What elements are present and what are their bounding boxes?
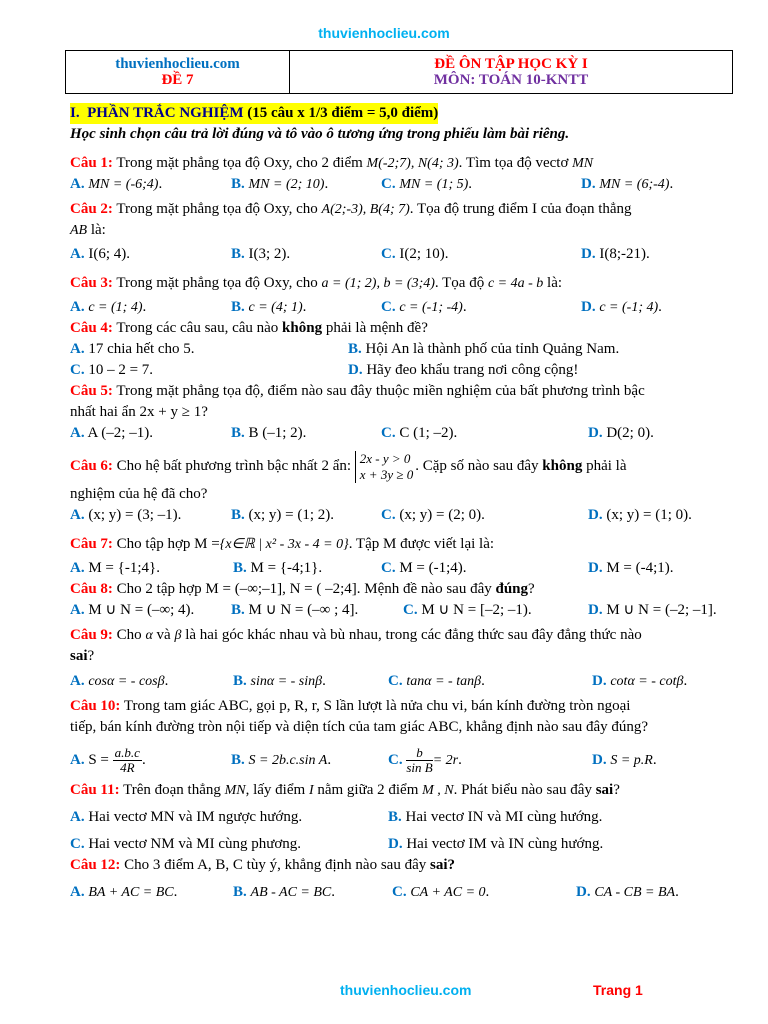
question-3-stem: Câu 3: Trong mặt phẳng tọa độ Oxy, cho a = (1; 2), b = (3;4). Tọa độ c = 4a - b là: [70, 275, 563, 291]
question-11-stem: Câu 11: Trên đoạn thẳng MN, lấy điểm I nằm giữa 2 điểm M , N. Phát biểu nào sau đây sai? [70, 782, 620, 798]
section-detail: (15 câu x 1/3 điểm = 5,0 điểm) [247, 105, 439, 121]
question-10-stem: Câu 10: Trong tam giác ABC, gọi p, R, r, S lần lượt là nửa chu vi, bán kính đường tròn ngoại [70, 698, 631, 714]
question-2-options: A. I(6; 4). B. I(3; 2). C. I(2; 10). D. I(8;-21). [70, 246, 650, 262]
question-9-stem-2: sai? [70, 648, 95, 664]
section-heading: I. PHẦN TRẮC NGHIỆM (15 câu x 1/3 điểm = 5,0 điểm) [70, 103, 732, 124]
section-instruction: Học sinh chọn câu trả lời đúng và tô vào ô tương ứng trong phiếu làm bài riêng. [70, 126, 570, 142]
exam-content [70, 103, 732, 903]
question-6-stem-2: nghiệm của hệ đã cho? [70, 486, 208, 502]
section-title: PHẦN TRẮC NGHIỆM [87, 105, 244, 121]
header-subject: MÔN: TOÁN 10-KNTT [433, 72, 589, 88]
question-11-options-2: C. Hai vectơ NM và MI cùng phương. D. Hai vectơ IM và IN cùng hướng. [70, 836, 604, 852]
header-left-cell [66, 51, 290, 93]
footer-site: thuvienhoclieu.com [340, 982, 472, 998]
question-2-stem: Câu 2: Trong mặt phẳng tọa độ Oxy, cho A(2;-3), B(4; 7). Tọa độ trung điểm I của đoạn thẳng [70, 201, 632, 217]
question-5-options: A. A (–2; –1). B. B (–1; 2). C. C (1; –2). D. D(2; 0). [70, 425, 654, 441]
question-8-options: A. M ∪ N = (–∞; 4). B. M ∪ N = (–∞ ; 4]. C. M ∪ N = [–2; –1). D. M ∪ N = (–2; –1]. [70, 602, 717, 618]
question-6-options: A. (x; y) = (3; –1). B. (x; y) = (1; 2). C. (x; y) = (2; 0). D. (x; y) = (1; 0). [70, 507, 692, 523]
footer-page-number: Trang 1 [593, 982, 643, 998]
question-8-stem: Câu 8: Cho 2 tập hợp M = (–∞;–1], N = ( –2;4]. Mệnh đề nào sau đây đúng? [70, 581, 535, 597]
question-1-stem: Câu 1: Trong mặt phẳng tọa độ Oxy, cho 2 điểm M(-2;7), N(4; 3). Tìm tọa độ vectơ MN [70, 155, 594, 171]
header-exam-code: ĐỀ 7 [161, 72, 194, 88]
question-10-stem-2: tiếp, bán kính đường tròn nội tiếp và diện tích của tam giác ABC, khẳng định nào sau đây đúng? [70, 719, 649, 735]
question-12-stem: Câu 12: Cho 3 điểm A, B, C tùy ý, khẳng định nào sau đây sai? [70, 857, 456, 873]
question-6-stem: Câu 6: Cho hệ bất phương trình bậc nhất 2 ẩn: 2x - y > 0 x + 3y ≥ 0 . Cặp số nào sau đây không phải là [70, 450, 627, 482]
inequality-system: 2x - y > 0 x + 3y ≥ 0 [355, 451, 413, 483]
question-5-stem: Câu 5: Trong mặt phẳng tọa độ, điểm nào sau đây thuộc miền nghiệm của bất phương trình bậc [70, 383, 645, 399]
site-title-top: thuvienhoclieu.com [318, 25, 450, 41]
question-4-options-2: C. 10 – 2 = 7. D. Hãy đeo khẩu trang nơi công cộng! [70, 362, 579, 378]
question-5-stem-2: nhất hai ẩn 2x + y ≥ 1? [70, 404, 208, 420]
question-7-stem: Câu 7: Cho tập hợp M ={x∈ℝ | x² - 3x - 4 = 0}. Tập M được viết lại là: [70, 536, 495, 552]
question-10-options: A. S = $\frac{a.b.c}{4R}$. B. S = 2b.c.sin A. C. $\frac{b}{\text{sin B}}= 2r$. D. S = p.R. [70, 745, 657, 776]
question-4-stem: Câu 4: Trong các câu sau, câu nào không phải là mệnh đề? [70, 320, 428, 336]
question-9-options: A. cosα = - cosβ. B. sinα = - sinβ. C. tanα = - tanβ. D. cotα = - cotβ. [70, 673, 688, 689]
question-9-stem: Câu 9: Cho α và β là hai góc khác nhau và bù nhau, trong các đẳng thức sau đây đẳng thức nào [70, 627, 642, 643]
header-exam-title: ĐỀ ÔN TẬP HỌC KỲ I [434, 56, 588, 72]
header-site: thuvienhoclieu.com [115, 56, 240, 72]
question-7-options: A. M = {-1;4}. B. M = {-4;1}. C. M = (-1;4). D. M = (-4;1). [70, 560, 674, 576]
question-4-options-1: A. 17 chia hết cho 5. B. Hội An là thành phố của tỉnh Quảng Nam. [70, 341, 620, 357]
question-2-stem-2: AB là: [70, 222, 106, 238]
question-1-options: A. MN = (-6;4). B. MN = (2; 10). C. MN = (1; 5). D. MN = (6;-4). [70, 176, 674, 192]
header-right-cell [290, 51, 732, 93]
question-11-options-1: A. Hai vectơ MN và IM ngược hướng. B. Hai vectơ IN và MI cùng hướng. [70, 809, 603, 825]
exam-header-box [65, 50, 733, 94]
question-12-options: A. BA + AC = BC. B. AB - AC = BC. C. CA + AC = 0. D. CA - CB = BA. [70, 884, 679, 900]
question-3-options: A. c = (1; 4). B. c = (4; 1). C. c = (-1; -4). D. c = (-1; 4). [70, 299, 662, 315]
